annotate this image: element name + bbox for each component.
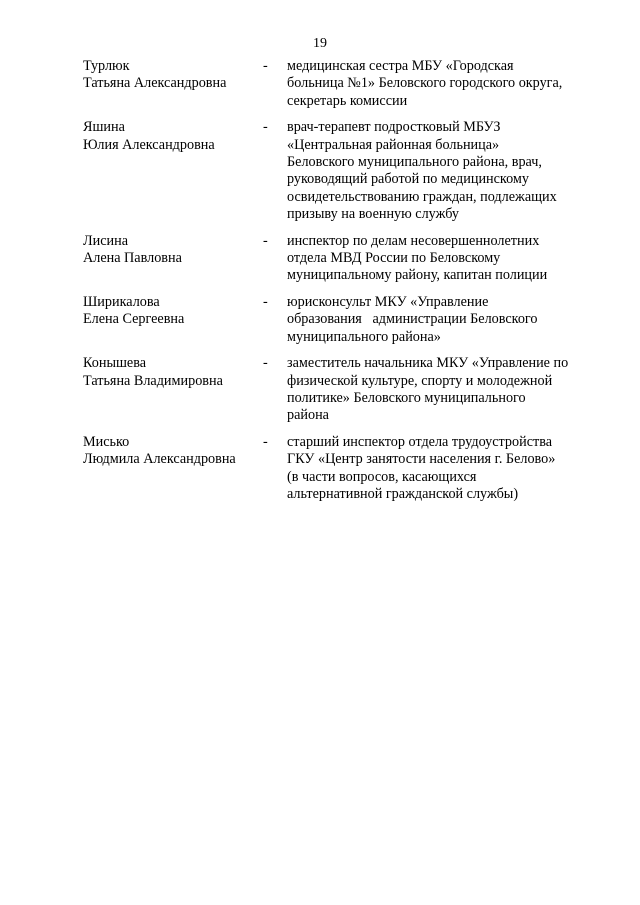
member-role-line: старший инспектор отдела трудоустройства <box>287 433 553 450</box>
member-role-line: района <box>287 407 329 424</box>
member-role-line: секретарь комиссии <box>287 92 408 109</box>
member-role-line: образования администрации Беловского <box>287 311 538 328</box>
member-given-names: Елена Сергеевна <box>83 311 185 328</box>
member-role-line: Беловского муниципального района, врач, <box>287 154 542 171</box>
member-role <box>287 355 593 425</box>
member-surname: Мисько <box>83 433 130 450</box>
member-role-line: призыву на военную службу <box>287 206 459 223</box>
member-role-line: заместитель начальника МКУ «Управление по <box>287 355 569 372</box>
member-role-line: физической культуре, спорту и молодежной <box>287 372 553 389</box>
member-given-names: Татьяна Владимировна <box>83 372 223 389</box>
member-entry <box>83 434 603 504</box>
member-role-line: (в части вопросов, касающихся <box>287 468 477 485</box>
member-entry <box>83 294 603 346</box>
member-role-line: инспектор по делам несовершеннолетних <box>287 232 540 249</box>
member-role-line: альтернативной гражданской службы) <box>287 485 519 502</box>
member-role-line: муниципального района» <box>287 328 441 345</box>
member-surname: Ширикалова <box>83 293 160 310</box>
member-role-line: ГКУ «Центр занятости населения г. Белово» <box>287 451 556 468</box>
member-dash: - <box>263 293 268 310</box>
member-given-names: Татьяна Александровна <box>83 75 227 92</box>
member-entry <box>83 355 603 425</box>
member-dash: - <box>263 355 268 372</box>
member-role-line: юрисконсульт МКУ «Управление <box>287 293 489 310</box>
member-role <box>287 294 593 346</box>
member-role-line: врач-терапевт подростковый МБУЗ <box>287 119 501 136</box>
member-role <box>287 434 593 504</box>
member-role-line: медицинская сестра МБУ «Городская <box>287 58 514 74</box>
commission-members-list <box>83 58 603 503</box>
member-role-line: руководящий работой по медицинскому <box>287 171 529 188</box>
member-dash: - <box>263 58 268 74</box>
member-entry <box>83 119 603 223</box>
member-role-line: освидетельствованию граждан, подлежащих <box>287 188 557 205</box>
member-role <box>287 119 593 223</box>
member-name <box>83 119 263 154</box>
member-surname: Яшина <box>83 119 125 136</box>
member-surname: Турлюк <box>83 58 130 74</box>
member-given-names: Юлия Александровна <box>83 136 215 153</box>
member-name <box>83 355 263 390</box>
page-number: 19 <box>313 36 327 51</box>
member-name <box>83 294 263 329</box>
member-role-line: муниципальному району, капитан полиции <box>287 267 548 284</box>
member-role-line: отдела МВД России по Беловскому <box>287 250 501 267</box>
member-entry <box>83 58 603 110</box>
member-role-line: больница №1» Беловского городского округа, <box>287 75 563 92</box>
member-role <box>287 58 593 110</box>
member-name <box>83 233 263 268</box>
member-role-line: «Центральная районная больница» <box>287 136 500 153</box>
member-entry <box>83 233 603 285</box>
member-name <box>83 58 263 93</box>
member-given-names: Людмила Александровна <box>83 451 236 468</box>
member-dash: - <box>263 433 268 450</box>
member-surname: Лисина <box>83 232 128 249</box>
member-given-names: Алена Павловна <box>83 250 182 267</box>
member-name <box>83 434 263 469</box>
member-dash: - <box>263 119 268 136</box>
member-role <box>287 233 593 285</box>
member-dash: - <box>263 232 268 249</box>
member-surname: Конышева <box>83 355 147 372</box>
member-role-line: политике» Беловского муниципального <box>287 389 526 406</box>
